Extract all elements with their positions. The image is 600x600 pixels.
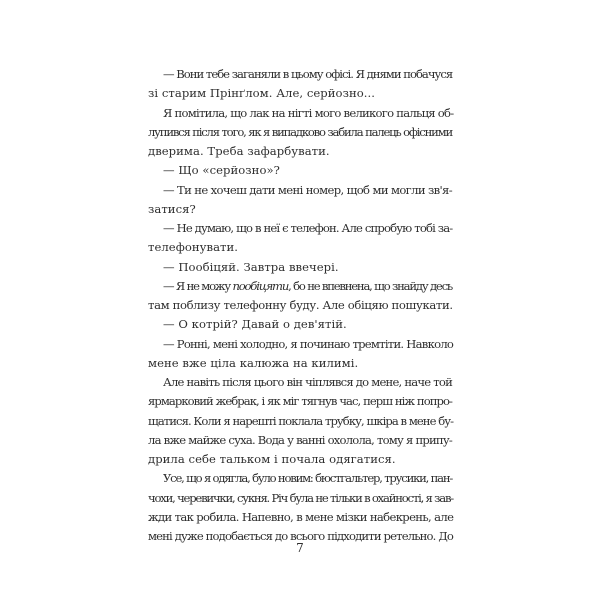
- text-line: щатися. Коли я нарешті поклала трубку, шкіра в мене бу-: [148, 413, 454, 428]
- text-line: — Вони тебе заганяли в цьому офісі. Я днями побачуся: [163, 67, 453, 81]
- text-line: зі старим Прінґлом. Але, серйозно...: [148, 86, 375, 101]
- text-line: ла вже майже суха. Вода у ванні охолола, тому я припу-: [148, 432, 452, 447]
- text-line: дрила себе тальком і почала одягатися.: [148, 452, 396, 466]
- text-line: чохи, черевички, сукня. Річ була не тільки в охайності, я зав-: [148, 490, 454, 505]
- text-line: телефонувати.: [148, 240, 239, 255]
- text-line: — Ти не хочеш дати мені номер, щоб ми могли зв'я-: [163, 182, 452, 197]
- text-run: , бо не впевнена, що знайду десь: [288, 278, 452, 293]
- page-number: 7: [296, 541, 304, 555]
- text-line: — Пообіцяй. Завтра ввечері.: [163, 259, 339, 274]
- text-line: — Ронні, мені холодно, я починаю тремтіти. Навколо: [163, 336, 454, 351]
- text-line: мене вже ціла калюжа на килимі.: [148, 355, 359, 370]
- text-line: лупився після того, як я випадково забила палець офісними: [148, 124, 452, 139]
- text-line: затися?: [148, 201, 196, 216]
- text-line: там поблизу телефонну буду. Але обіцяю пошукати.: [148, 298, 453, 312]
- text-line: — О котрій? Давай о дев'ятій.: [163, 317, 347, 332]
- text-run: — Я не можу: [163, 278, 233, 293]
- emphasis: пообіцяти: [232, 278, 289, 293]
- text-line: мені дуже подобається до всього підходити ретельно. До: [148, 529, 454, 543]
- text-line: ярмарковий жебрак, і як міг тягнув час, перш ніж попро-: [148, 394, 452, 409]
- text-line: дверима. Треба зафарбувати.: [148, 144, 330, 158]
- text-line: — Що «серйозно»?: [163, 163, 280, 178]
- text-line: — Не думаю, що в неї є телефон. Але спробую тобі за-: [163, 221, 453, 235]
- text-line: Але навіть після цього він чіплявся до мене, наче той: [163, 375, 452, 389]
- text-line: [148, 277, 452, 296]
- text-line: Я помітила, що лак на нігті мого великого пальця об-: [163, 105, 454, 120]
- text-line: жди так робила. Напевно, в мене мізки набекрень, але: [148, 509, 454, 524]
- text-line: Усе, що я одягла, було новим: бюстгальтер, трусики, пан-: [163, 471, 453, 486]
- body-text: [148, 65, 452, 546]
